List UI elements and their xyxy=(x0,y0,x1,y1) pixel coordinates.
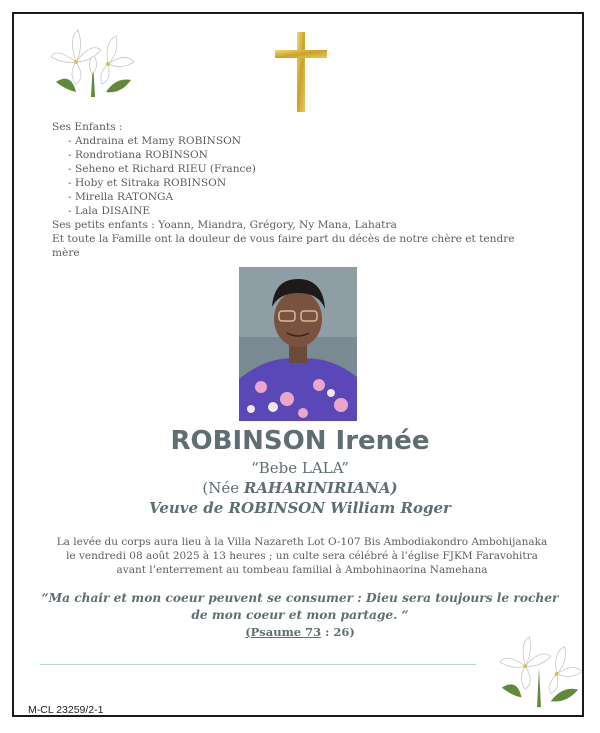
child-item: - Mirella RATONGA xyxy=(68,191,174,203)
child-item: - Rondrotiana ROBINSON xyxy=(68,149,208,161)
bible-quote: “Ma chair et mon coeur peuvent se consumer : Dieu sera toujours le rocher de mon coeur et mon partage. “ xyxy=(41,591,559,622)
quote-verse: : 26) xyxy=(321,625,355,639)
children-heading: Ses Enfants : xyxy=(52,121,123,133)
deceased-nickname: “Bebe LALA” xyxy=(251,459,349,477)
quote-book: (Psaume 73 xyxy=(245,625,322,639)
lily-flower-icon xyxy=(494,630,584,710)
deceased-name: ROBINSON Irenée xyxy=(170,426,430,456)
child-item: - Hoby et Sitraka ROBINSON xyxy=(68,177,227,189)
nee-label: (Née xyxy=(202,479,244,497)
maiden-name-line xyxy=(0,479,600,497)
child-item: - Seheno et Richard RIEU (France) xyxy=(68,163,256,175)
child-item: - Lala DISAINE xyxy=(68,205,151,217)
grandchildren-line: Ses petits enfants : Yoann, Miandra, Grégory, Ny Mana, Lahatra xyxy=(52,219,397,231)
ceremony-details: La levée du corps aura lieu à la Villa Nazareth Lot O-107 Bis Ambodiakondro Ambohijanaka le vendredi 08 août 2025 à 13 heures ; un culte sera célébré à l’église FJKM Faravohitra avant l’enterrement au tombeau familial à Ambohinaorina Namehana xyxy=(56,536,548,576)
widow-line: Veuve de ROBINSON William Roger xyxy=(149,499,451,517)
child-item: - Andraina et Mamy ROBINSON xyxy=(68,135,242,147)
family-list xyxy=(52,120,532,260)
announcement-text: Et toute la Famille ont la douleur de vous faire part du décès de notre chère et tendre mère xyxy=(52,233,515,259)
cross-icon xyxy=(272,30,330,114)
portrait-photo xyxy=(239,267,357,421)
divider-line xyxy=(40,664,476,665)
reference-code: M-CL 23259/2-1 xyxy=(28,704,104,716)
maiden-name: RAHARINIRIANA) xyxy=(243,479,398,497)
lily-flower-icon xyxy=(46,22,138,102)
